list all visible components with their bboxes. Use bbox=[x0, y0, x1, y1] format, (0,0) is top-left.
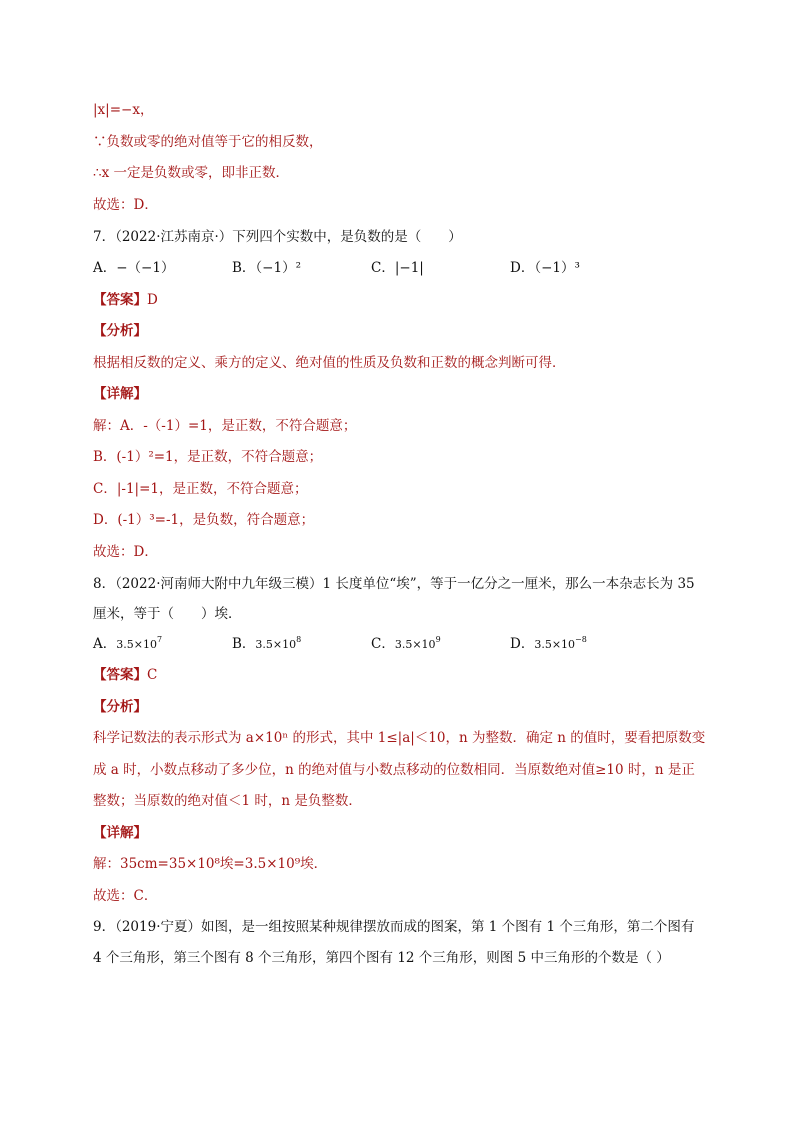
q7-option-c: C．|−1| bbox=[371, 260, 424, 276]
detail-tag: 【详解】 bbox=[93, 386, 147, 402]
q8-analysis-line: 整数；当原数的绝对值＜1 时，n 是负整数． bbox=[93, 793, 362, 809]
q7-detail-d: D．(-1）³=-1，是负数，符合题意； bbox=[93, 512, 315, 528]
choose-line: 故选：C． bbox=[93, 888, 158, 904]
option-exponent: 8 bbox=[296, 635, 302, 644]
answer-value: D bbox=[147, 292, 158, 308]
q7-detail-a: 解：A．-（-1）=1，是正数，不符合题意； bbox=[93, 418, 357, 434]
analysis-tag: 【分析】 bbox=[93, 323, 147, 339]
choose-line: 故选：D． bbox=[93, 544, 158, 560]
q7-analysis: 根据相反数的定义、乘方的定义、绝对值的性质及负数和正数的概念判断可得． bbox=[93, 355, 566, 371]
q8-option-b bbox=[232, 635, 301, 654]
q8-option-a bbox=[93, 635, 162, 654]
solution-line: |x|=−x， bbox=[93, 102, 154, 118]
option-letter: A． bbox=[93, 636, 117, 652]
analysis-tag: 【分析】 bbox=[93, 699, 147, 715]
q8-option-c bbox=[371, 635, 441, 654]
q8-analysis-line: 科学记数法的表示形式为 a×10ⁿ 的形式，其中 1≤|a|＜10，n 为整数．确定 n 的值时，要看把原数变 bbox=[93, 730, 706, 746]
option-letter: B． bbox=[232, 636, 256, 652]
option-exponent: 7 bbox=[156, 635, 163, 644]
q8-option-d bbox=[510, 635, 587, 654]
answer-value: C bbox=[147, 667, 158, 683]
question-9-stem-cont: 4 个三角形，第三个图有 8 个三角形，第四个图有 12 个三角形，则图 5 中三角形的个数是（ ） bbox=[93, 950, 670, 966]
q7-detail-b: B．(-1）²=1，是正数，不符合题意； bbox=[93, 449, 323, 465]
q8-answer bbox=[93, 666, 157, 684]
option-value: 3.5×10 bbox=[116, 638, 157, 651]
q8-analysis-line: 成 a 时，小数点移动了多少位，n 的绝对值与小数点移动的位数相同．当原数绝对值≥10 时，n 是正 bbox=[93, 762, 695, 778]
question-9-stem: 9．（2019·宁夏）如图，是一组按照某种规律摆放而成的图案，第 1 个图有 1 个三角形，第二个图有 bbox=[93, 919, 695, 935]
question-8-stem-cont: 厘米，等于（ ）埃． bbox=[93, 606, 242, 622]
option-value: 3.5×10 bbox=[394, 638, 436, 651]
option-value: 3.5×10 bbox=[534, 638, 576, 651]
answer-tag: 【答案】 bbox=[93, 667, 147, 683]
option-exponent: −8 bbox=[575, 635, 587, 644]
q7-detail-c: C．|-1|=1，是正数，不符合题意； bbox=[93, 481, 308, 497]
option-exponent: 9 bbox=[435, 635, 441, 644]
option-letter: C． bbox=[371, 636, 395, 652]
solution-line: ∴x 一定是负数或零，即非正数． bbox=[93, 165, 289, 181]
question-8-stem: 8．（2022·河南师大附中九年级三模）1 长度单位“埃”，等于一亿分之一厘米，那么一本杂志长为 35 bbox=[93, 576, 695, 592]
option-letter: D． bbox=[510, 636, 535, 652]
option-value: 3.5×10 bbox=[255, 638, 297, 651]
solution-line: ∵负数或零的绝对值等于它的相反数， bbox=[93, 134, 323, 150]
q8-detail: 解：35cm=35×10⁸埃=3.5×10⁹埃． bbox=[93, 856, 328, 872]
answer-tag: 【答案】 bbox=[93, 292, 147, 308]
q7-option-b: B．（−1）² bbox=[232, 260, 301, 276]
choose-line: 故选：D． bbox=[93, 197, 158, 213]
q7-option-d: D．（−1）³ bbox=[510, 260, 580, 276]
detail-tag: 【详解】 bbox=[93, 825, 147, 841]
q7-option-a: A．−（−1） bbox=[93, 260, 175, 276]
q7-answer bbox=[93, 291, 158, 309]
question-7-stem: 7．（2022·江苏南京·）下列四个实数中，是负数的是（ ） bbox=[93, 229, 462, 245]
